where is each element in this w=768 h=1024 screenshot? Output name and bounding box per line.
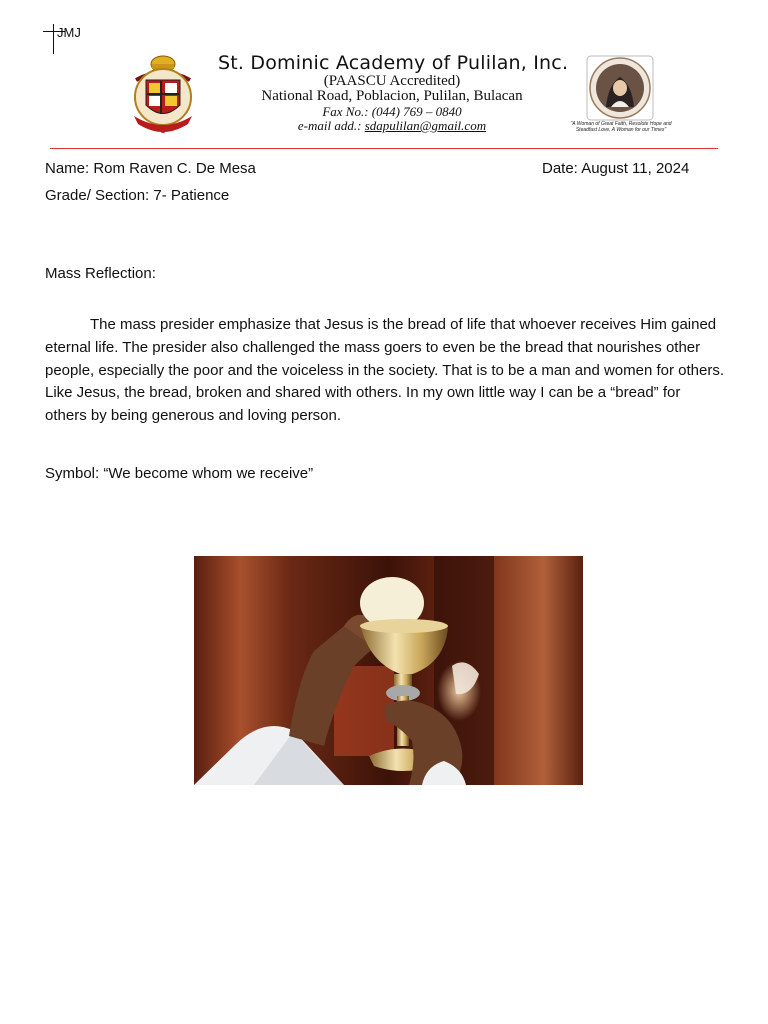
symbol-line: Symbol: “We become whom we receive” — [45, 465, 314, 482]
grade-section: Grade/ Section: 7- Patience — [45, 187, 230, 204]
eucharist-photo — [194, 556, 583, 785]
founder-seal-logo — [586, 55, 654, 121]
student-name: Name: Rom Raven C. De Mesa — [45, 160, 256, 177]
school-address: National Road, Poblacion, Pulilan, Bulacan — [261, 88, 523, 104]
date: Date: August 11, 2024 — [542, 160, 690, 177]
fax-number: Fax No.: (044) 769 – 0840 — [322, 104, 462, 119]
reflection-text: The mass presider emphasize that Jesus is the bread of life that whoever receives Him gained eternal life. The presider also challenged the mass goers to even be the bread that nourishes other people, especially the poor and the voiceless in the society. That is to be a man and women for others. Like Jesus, the bread, broken and shared with others. In my own little way I can be a “bread” for others by being generous and loving person. — [45, 316, 725, 425]
email-label: e-mail add.: — [297, 118, 365, 133]
reflection-heading: Mass Reflection: — [45, 265, 156, 282]
header-divider — [50, 148, 718, 149]
accreditation: (PAASCU Accredited) — [323, 73, 461, 89]
seal-motto: "A Woman of Great Faith, Resolute Hope and Steadfast Love, A Woman for our Times" — [570, 121, 672, 133]
email-link[interactable]: sdapulilan@gmail.com — [364, 118, 487, 133]
reflection-paragraph — [45, 314, 725, 428]
jmj-mark: JMJ — [57, 25, 81, 40]
school-name: St. Dominic Academy of Pulilan, Inc. — [218, 52, 569, 74]
